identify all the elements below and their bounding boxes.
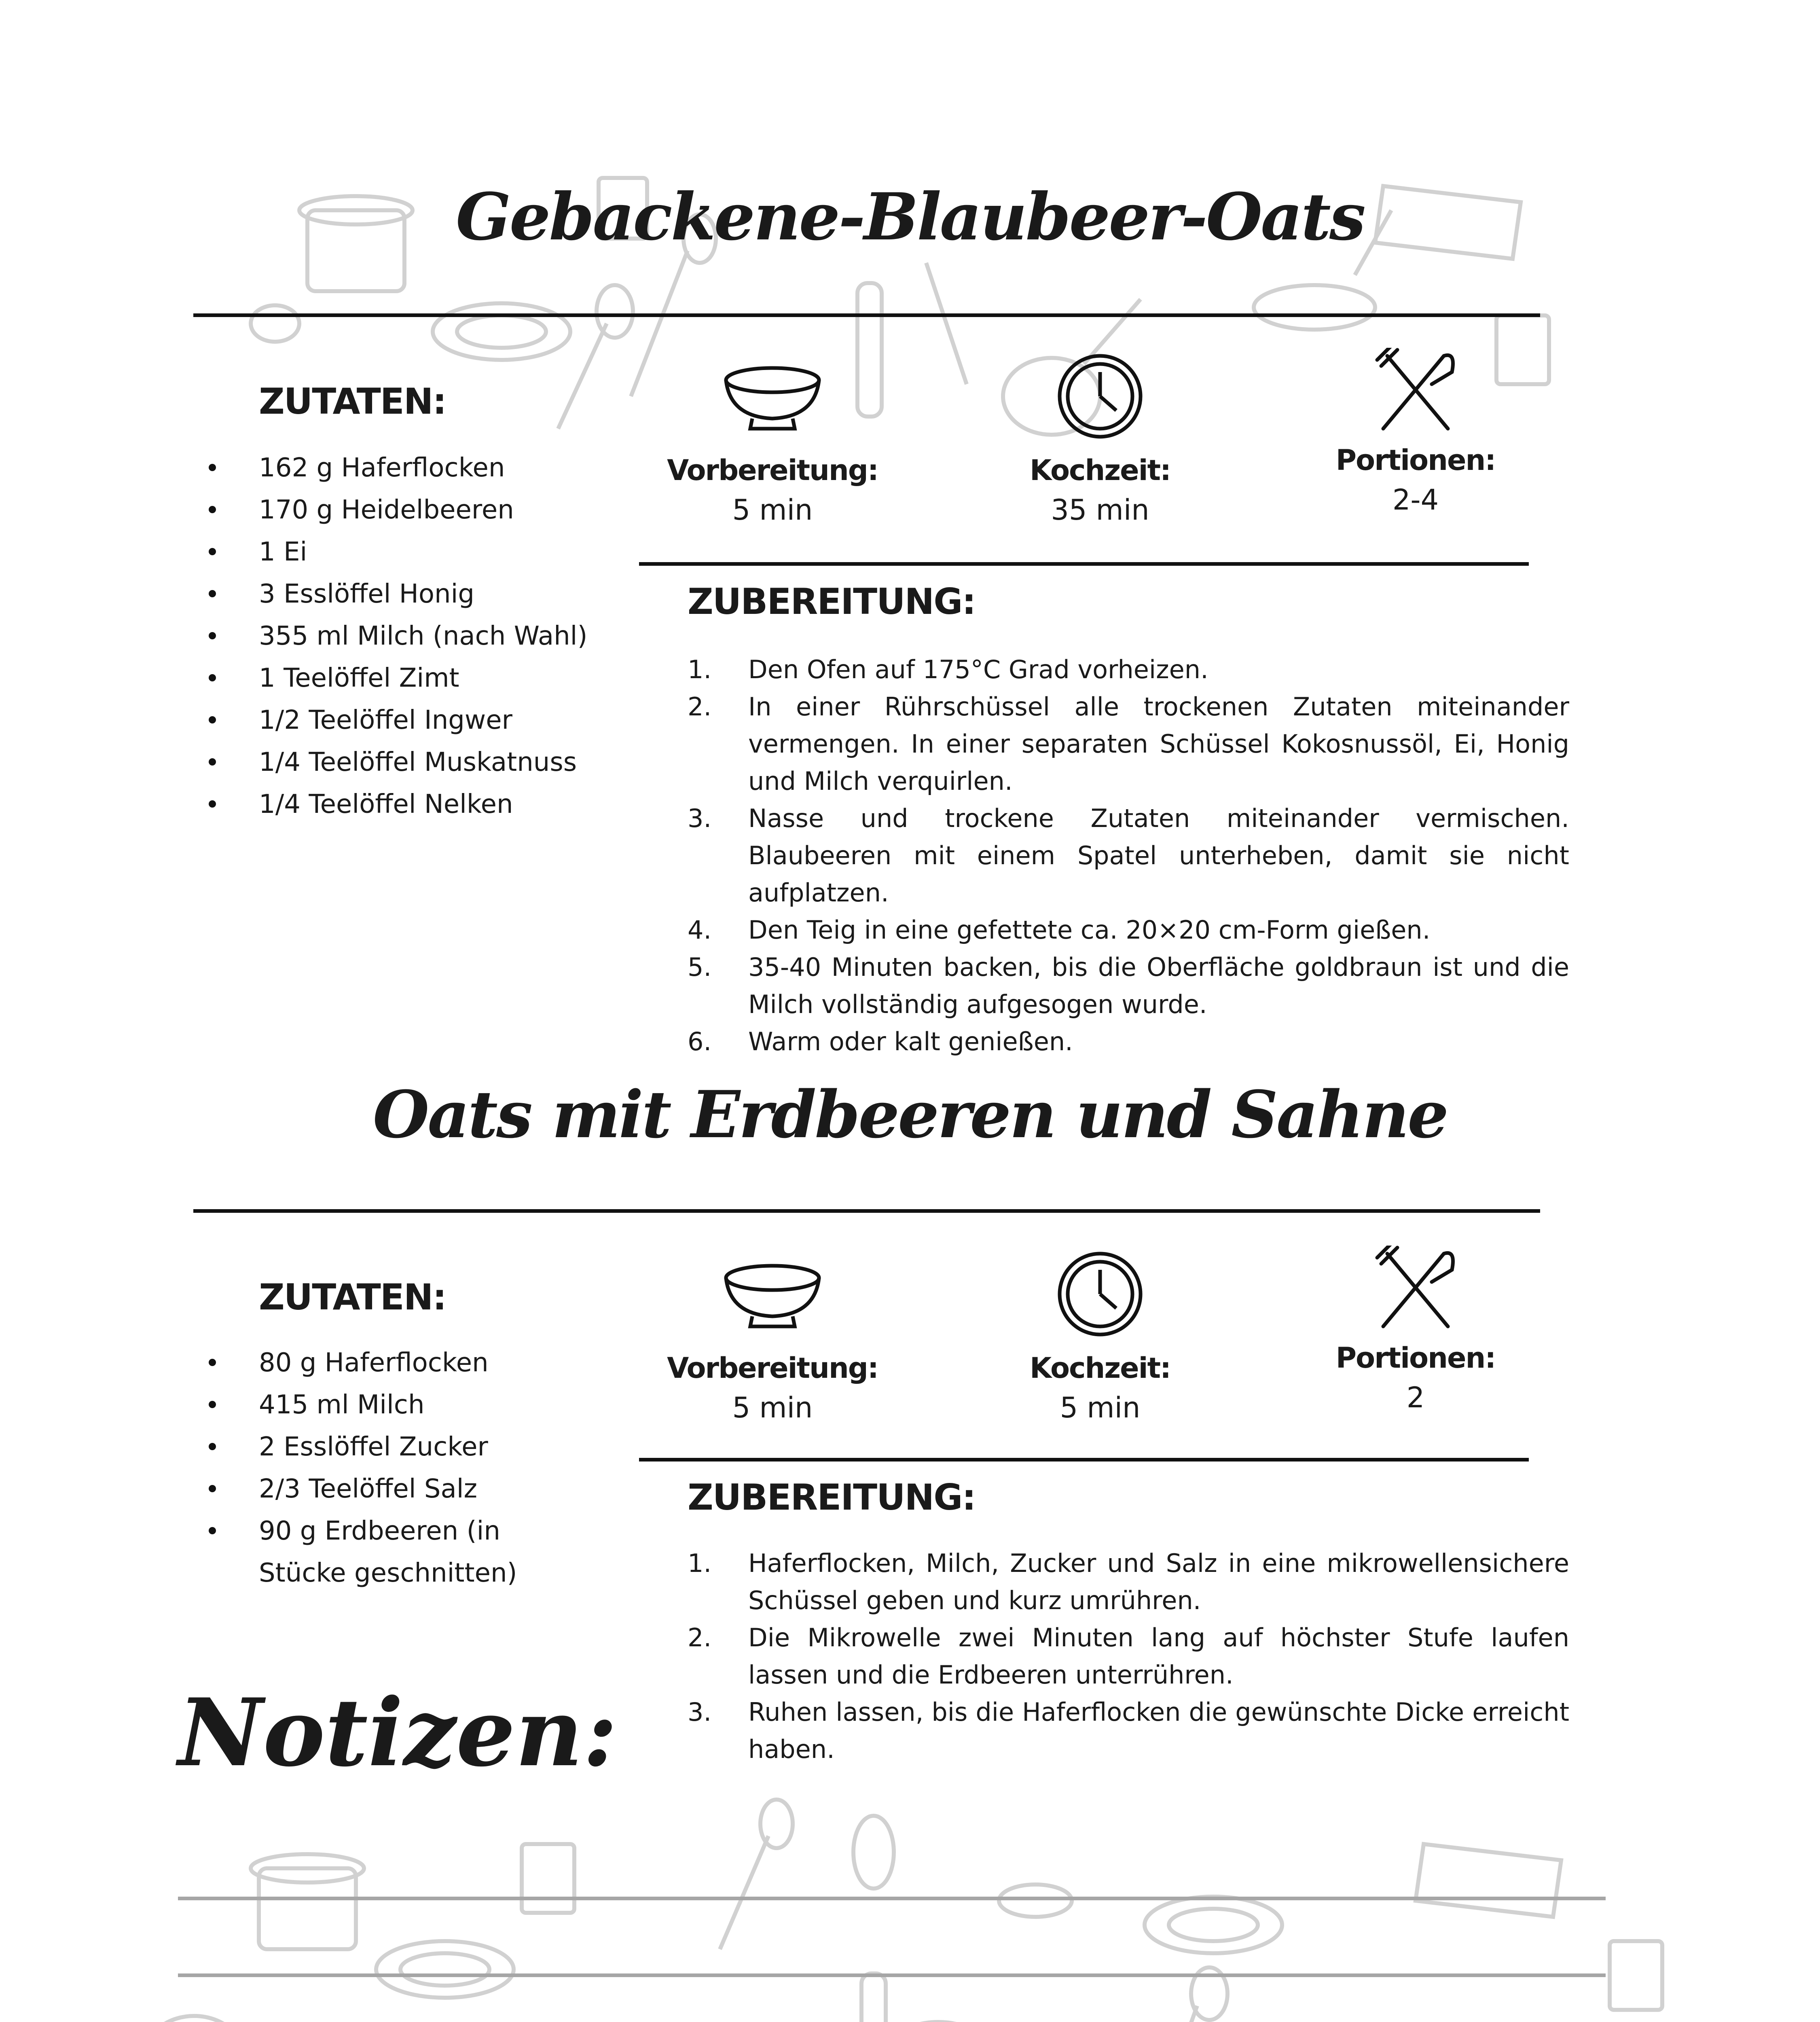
ingredients-list: [259, 1342, 590, 1594]
servings-label: Portionen:: [1335, 444, 1496, 477]
servings: [1286, 1246, 1545, 1418]
step-text: Haferflocken, Milch, Zucker und Salz in eine mikrowellensichere Schüssel geben und kurz umrühren.: [748, 1548, 1569, 1615]
step-text: Die Mikrowelle zwei Minuten lang auf höchster Stufe laufen lassen und die Erdbeeren unterrühren.: [748, 1623, 1569, 1690]
prep-time: [643, 1262, 902, 1428]
servings-label: Portionen:: [1335, 1341, 1496, 1375]
notes-title: Notizen:: [178, 1678, 618, 1787]
ingredients-heading: ZUTATEN:: [259, 1276, 446, 1318]
prep-value: 5 min: [732, 1391, 813, 1424]
prep-label: Vorbereitung:: [667, 454, 878, 487]
step-number: 1.: [688, 1548, 712, 1578]
clock-icon: [1056, 352, 1145, 441]
title-divider: [193, 313, 1540, 317]
cook-label: Kochzeit:: [1029, 1352, 1171, 1385]
steps-list: [688, 651, 1569, 1060]
prep-time: [643, 364, 902, 530]
servings-value: 2: [1406, 1381, 1425, 1414]
step-item: [688, 1023, 1569, 1060]
ingredient-item: 80 g Haferflocken: [259, 1342, 590, 1384]
steps-list: [688, 1545, 1569, 1768]
bowl-icon: [720, 364, 825, 433]
ingredient-item: 355 ml Milch (nach Wahl): [259, 615, 590, 657]
step-number: 3.: [688, 1697, 712, 1727]
ingredient-item: 1/2 Teelöffel Ingwer: [259, 699, 590, 741]
fork-knife-icon: [1375, 348, 1456, 433]
recipe-title: Oats mit Erdbeeren und Sahne: [372, 1077, 1448, 1153]
step-item: [688, 912, 1569, 949]
step-text: 35-40 Minuten backen, bis die Oberfläche goldbraun ist und die Milch vollständig aufgesogen wurde.: [748, 952, 1569, 1019]
step-text: Warm oder kalt genießen.: [748, 1027, 1073, 1056]
info-divider: [639, 562, 1529, 566]
step-item: [688, 1545, 1569, 1619]
step-number: 1.: [688, 655, 712, 684]
ingredients-heading: ZUTATEN:: [259, 381, 446, 422]
note-line: [178, 1897, 1606, 1900]
info-divider: [639, 1458, 1529, 1462]
step-number: 5.: [688, 952, 712, 982]
cook-value: 35 min: [1051, 493, 1149, 527]
cook-value: 5 min: [1060, 1391, 1141, 1424]
step-text: Den Ofen auf 175°C Grad vorheizen.: [748, 655, 1208, 684]
step-item: [688, 800, 1569, 912]
step-number: 3.: [688, 804, 712, 833]
ingredient-item: 3 Esslöffel Honig: [259, 573, 590, 615]
ingredient-item: 1 Teelöffel Zimt: [259, 657, 590, 699]
step-number: 4.: [688, 915, 712, 945]
servings-value: 2-4: [1392, 483, 1439, 516]
step-text: Nasse und trockene Zutaten miteinander vermischen. Blaubeeren mit einem Spatel unterheben, damit sie nicht aufplatzen.: [748, 804, 1569, 907]
ingredient-item: 2 Esslöffel Zucker: [259, 1426, 590, 1468]
cook-time: [971, 1250, 1230, 1428]
step-item: [688, 1694, 1569, 1768]
step-item: [688, 688, 1569, 800]
prep-value: 5 min: [732, 493, 813, 527]
ingredient-item: 1/4 Teelöffel Nelken: [259, 783, 590, 825]
steps-heading: ZUBEREITUNG:: [688, 1476, 976, 1518]
servings: [1286, 348, 1545, 520]
step-item: [688, 1619, 1569, 1694]
recipe-title: Gebackene-Blaubeer-Oats: [456, 179, 1364, 255]
step-number: 2.: [688, 1623, 712, 1652]
step-number: 2.: [688, 692, 712, 721]
prep-label: Vorbereitung:: [667, 1352, 878, 1385]
steps-heading: ZUBEREITUNG:: [688, 581, 976, 622]
ingredient-item: 170 g Heidelbeeren: [259, 489, 590, 531]
cook-label: Kochzeit:: [1029, 454, 1171, 487]
step-text: Ruhen lassen, bis die Haferflocken die gewünschte Dicke erreicht haben.: [748, 1697, 1569, 1764]
ingredient-item: 2/3 Teelöffel Salz: [259, 1468, 590, 1510]
clock-icon: [1056, 1250, 1145, 1339]
cook-time: [971, 352, 1230, 530]
fork-knife-icon: [1375, 1246, 1456, 1330]
step-text: In einer Rührschüssel alle trockenen Zutaten miteinander vermengen. In einer separaten Schüssel Kokosnussöl, Ei, Honig und Milch verquirlen.: [748, 692, 1569, 796]
ingredients-list: [259, 447, 590, 825]
note-line: [178, 1973, 1606, 1977]
ingredient-item: 1 Ei: [259, 531, 590, 573]
ingredient-item: 162 g Haferflocken: [259, 447, 590, 489]
step-text: Den Teig in eine gefettete ca. 20×20 cm-Form gießen.: [748, 915, 1431, 945]
ingredient-item: 1/4 Teelöffel Muskatnuss: [259, 741, 590, 783]
step-item: [688, 651, 1569, 688]
ingredient-item: 415 ml Milch: [259, 1384, 590, 1426]
bowl-icon: [720, 1262, 825, 1330]
title-divider: [193, 1209, 1540, 1213]
step-number: 6.: [688, 1027, 712, 1056]
step-item: [688, 949, 1569, 1023]
ingredient-item: 90 g Erdbeeren (in Stücke geschnitten): [259, 1510, 590, 1594]
